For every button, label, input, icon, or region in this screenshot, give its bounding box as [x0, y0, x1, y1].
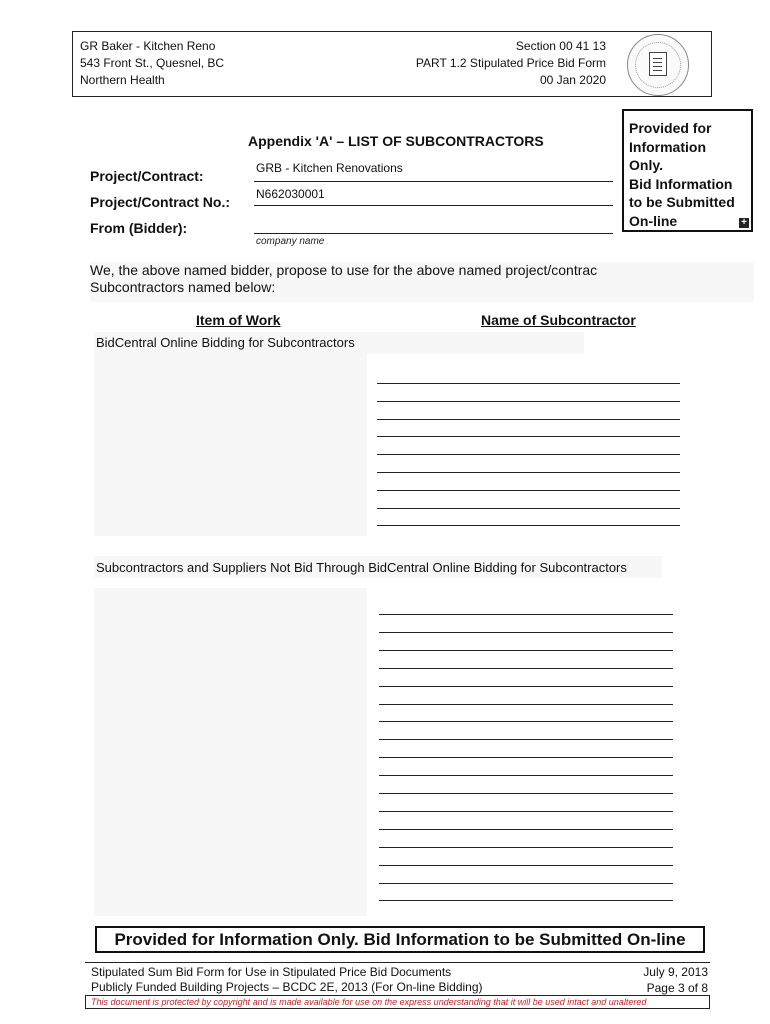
- subcontractor-entry-line[interactable]: [379, 900, 673, 901]
- subcontractor-entry-line[interactable]: [379, 739, 673, 740]
- subcontractor-entry-line[interactable]: [379, 775, 673, 776]
- expand-note-button[interactable]: +: [739, 218, 749, 228]
- subcontractor-entry-line[interactable]: [379, 614, 673, 615]
- project-field-line: [254, 181, 613, 182]
- section1-heading: BidCentral Online Bidding for Subcontractors: [96, 335, 355, 350]
- subcontractor-entry-line[interactable]: [379, 721, 673, 722]
- copyright-notice: This document is protected by copyright and is made available for use on the express understanding that it will be used intact and unaltered: [85, 995, 710, 1009]
- header-company: GR Baker - Kitchen Reno: [80, 39, 216, 53]
- subcontractor-entry-line[interactable]: [379, 811, 673, 812]
- page-title: Appendix 'A' – LIST OF SUBCONTRACTORS: [248, 133, 544, 149]
- subcontractor-entry-line[interactable]: [377, 454, 680, 455]
- subcontractor-entry-line[interactable]: [379, 757, 673, 758]
- item-of-work-heading: Item of Work: [196, 312, 281, 328]
- subcontractor-entry-line[interactable]: [377, 472, 680, 473]
- subcontractor-entry-line[interactable]: [377, 490, 680, 491]
- info-banner: Provided for Information Only. Bid Information to be Submitted On-line: [95, 926, 705, 953]
- section2-heading: Subcontractors and Suppliers Not Bid Through BidCentral Online Bidding for Subcontractors: [96, 560, 627, 575]
- intro-line-2: Subcontractors named below:: [90, 279, 276, 295]
- subcontractor-entry-line[interactable]: [377, 525, 680, 526]
- bidder-field-line: [254, 233, 613, 234]
- note-line: Information: [629, 138, 706, 155]
- intro-line-1: We, the above named bidder, propose to use for the above named project/contrac: [90, 262, 598, 278]
- footer-rule: [85, 962, 710, 963]
- subcontractor-entry-line[interactable]: [377, 401, 680, 402]
- section2-item-area[interactable]: [94, 588, 367, 916]
- subcontractor-entry-line[interactable]: [377, 508, 680, 509]
- note-line: to be Submitted: [629, 194, 735, 210]
- subcontractor-entry-line[interactable]: [379, 865, 673, 866]
- header-date: 00 Jan 2020: [539, 73, 606, 87]
- header-address: 543 Front St., Quesnel, BC: [80, 56, 225, 70]
- note-line: Only.: [629, 157, 663, 173]
- contract-number-label: Project/Contract No.:: [90, 194, 231, 210]
- subcontractor-entry-line[interactable]: [379, 829, 673, 830]
- subcontractor-entry-line[interactable]: [377, 419, 680, 420]
- footer-form-subtitle: Publicly Funded Building Projects – BCDC 2E, 2013 (For On-line Bidding): [91, 980, 483, 994]
- subcontractor-name-heading: Name of Subcontractor: [481, 312, 636, 328]
- section1-item-area[interactable]: [94, 354, 367, 536]
- note-line: On-line: [629, 212, 678, 229]
- contract-number-field[interactable]: N662030001: [256, 187, 325, 201]
- subcontractor-entry-line[interactable]: [379, 632, 673, 633]
- subcontractor-entry-line[interactable]: [379, 883, 673, 884]
- footer-form-title: Stipulated Sum Bid Form for Use in Stipulated Price Bid Documents: [91, 965, 452, 979]
- subcontractor-entry-line[interactable]: [379, 847, 673, 848]
- header-section: Section 00 41 13: [515, 39, 606, 53]
- page-number: Page 3 of 8: [646, 981, 708, 995]
- contract-number-line: [254, 205, 613, 206]
- note-line: Provided for: [629, 120, 712, 136]
- subcontractor-entry-line[interactable]: [379, 686, 673, 687]
- intro-text: [90, 262, 754, 302]
- header-client: Northern Health: [80, 73, 165, 87]
- subcontractor-entry-line[interactable]: [377, 383, 680, 384]
- note-line: Bid Information: [629, 175, 733, 192]
- header-part: PART 1.2 Stipulated Price Bid Form: [415, 56, 606, 70]
- bidder-label: From (Bidder):: [90, 220, 188, 236]
- bidder-caption: company name: [256, 236, 325, 247]
- footer-date: July 9, 2013: [643, 965, 708, 979]
- subcontractor-entry-line[interactable]: [379, 793, 673, 794]
- subcontractor-entry-line[interactable]: [379, 668, 673, 669]
- project-field[interactable]: GRB - Kitchen Renovations: [256, 161, 403, 175]
- project-label: Project/Contract:: [90, 168, 204, 184]
- info-note: [622, 109, 753, 232]
- subcontractor-entry-line[interactable]: [377, 436, 680, 437]
- document-seal-icon: [627, 34, 689, 96]
- subcontractor-entry-line[interactable]: [379, 704, 673, 705]
- subcontractor-entry-line[interactable]: [379, 650, 673, 651]
